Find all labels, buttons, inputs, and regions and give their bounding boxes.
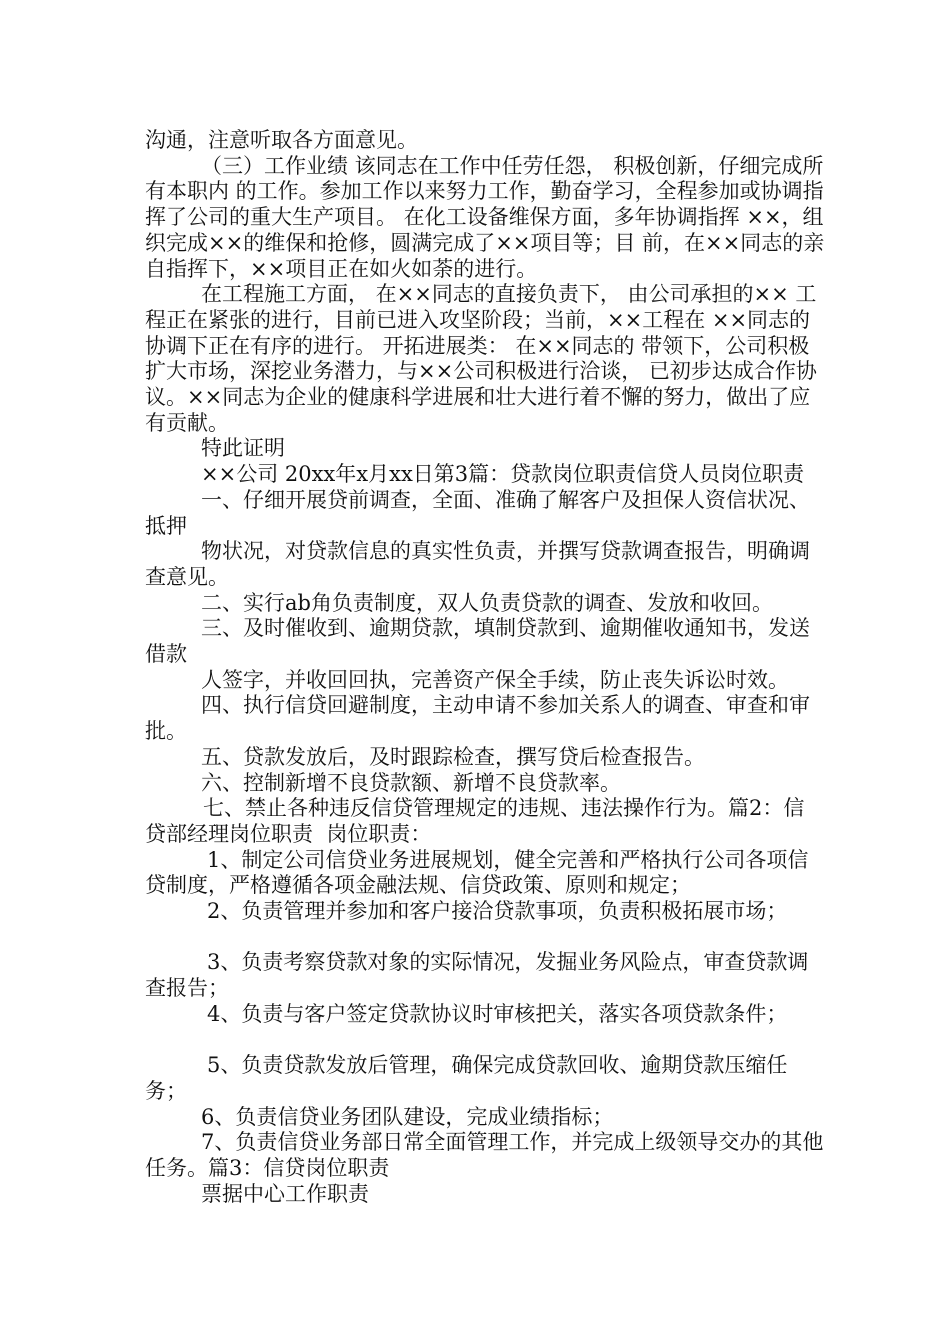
blank-line	[145, 925, 825, 951]
list-item: 五、贷款发放后，及时跟踪检查，撰写贷后检查报告。	[201, 744, 705, 769]
list-item: 二、实行ab角负责制度，双人负责贷款的调查、发放和收回。	[201, 590, 773, 615]
list-item: 6、负责信贷业务团队建设，完成业绩指标；	[201, 1104, 614, 1129]
list-item: 七、禁止各种违反信贷管理规定的违规、违法操作行为。篇2：信贷部经理岗位职责 岗位职责：	[145, 796, 805, 846]
paragraph: ××公司 20xx年x月xx日第3篇：贷款岗位职责信贷人员岗位职责	[201, 462, 805, 487]
section-heading: 票据中心工作职责	[201, 1181, 369, 1206]
list-item: 1、制定公司信贷业务进展规划，健全完善和严格执行公司各项信贷制度，严格遵循各项金融法规、信贷政策、原则和规定；	[145, 847, 809, 898]
blank-line	[145, 1028, 825, 1054]
paragraph: 物状况，对贷款信息的真实性负责，并撰写贷款调查报告，明确调查意见。	[145, 539, 810, 589]
paragraph: （三）工作业绩 该同志在工作中任劳任怨， 积极创新，仔细完成所有本职内 的工作。参加工作以来努力工作，勤奋学习，全程参加或协调指 挥了公司的重大生产项目。 在化工设备维保方面，多年协调指挥 ××，组织完成××的维保和抢修，圆满完成了××项目等；目 前，在××同志的亲自指挥下，××项目正在如火如荼的进行。	[145, 153, 831, 281]
list-item: 5、负责贷款发放后管理，确保完成贷款回收、逾期贷款压缩任务；	[145, 1053, 788, 1103]
list-item: 三、及时催收到、逾期贷款，填制贷款到、逾期催收通知书，发送借款	[145, 616, 810, 667]
list-item: 一、仔细开展贷前调查，全面、准确了解客户及担保人资信状况、抵押	[145, 487, 810, 538]
document-body	[145, 128, 831, 1208]
list-item: 四、执行信贷回避制度，主动申请不参加关系人的调查、审查和审批。	[145, 693, 810, 744]
paragraph: 人签字，并收回回执，完善资产保全手续，防止丧失诉讼时效。	[201, 667, 789, 692]
list-item: 六、控制新增不良贷款额、新增不良贷款率。	[201, 770, 621, 795]
list-item: 7、负责信贷业务部日常全面管理工作，并完成上级领导交办的其他任务。篇3：信贷岗位职责	[145, 1130, 824, 1181]
paragraph: 在工程施工方面， 在××同志的直接负责下， 由公司承担的×× 工程正在紧张的进行，目前已进入攻坚阶段；当前，××工程在 ××同志的协调下正在有序的进行。 开拓进展类： 在××同志的 带领下，公司积极扩大市场，深挖业务潜力，与××公司积极进行洽谈， 已初步达成合作协议。××同志为企业的健康科学进展和壮大进行着不懈的努力，做出了应有贡献。	[145, 282, 817, 435]
list-item: 2、负责管理并参加和客户接洽贷款事项，负责积极拓展市场；	[207, 899, 788, 924]
paragraph: 特此证明	[201, 436, 285, 461]
list-item: 4、负责与客户签定贷款协议时审核把关，落实各项贷款条件；	[207, 1001, 788, 1026]
paragraph: 沟通，注意听取各方面意见。	[145, 128, 418, 152]
list-item: 3、负责考察贷款对象的实际情况，发掘业务风险点，审查贷款调查报告；	[145, 950, 809, 1001]
